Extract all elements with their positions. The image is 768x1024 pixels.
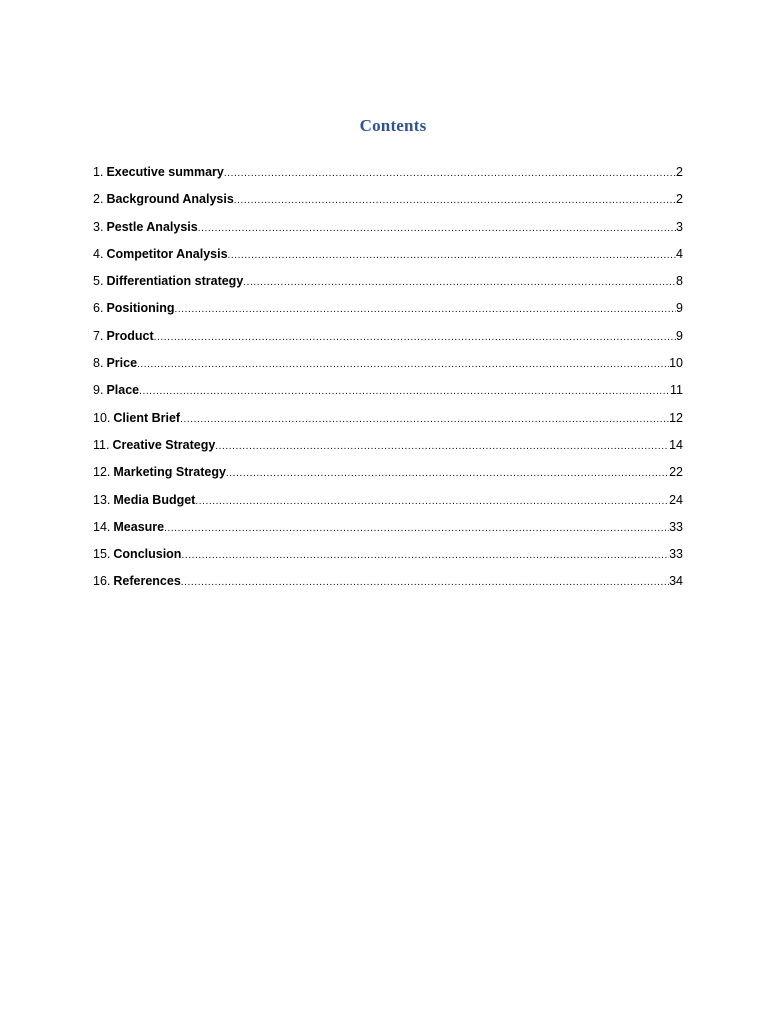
toc-entry-page: 33 xyxy=(669,547,683,562)
toc-entry-page: 14 xyxy=(669,437,683,452)
toc-entry-label: Background Analysis xyxy=(106,192,234,207)
toc-list xyxy=(93,164,683,601)
toc-entry[interactable] xyxy=(93,300,683,327)
toc-dot-leader xyxy=(224,165,676,182)
toc-entry-label: Price xyxy=(106,356,138,371)
toc-entry-number: 7. xyxy=(93,328,104,343)
toc-dot-leader xyxy=(181,547,669,564)
toc-entry-label: Product xyxy=(106,328,154,343)
toc-entry[interactable] xyxy=(93,219,683,246)
toc-entry[interactable] xyxy=(93,191,683,218)
toc-entry-label: Media Budget xyxy=(113,492,196,507)
toc-title: Contents xyxy=(359,116,427,135)
toc-entry-label: Pestle Analysis xyxy=(106,219,198,234)
toc-dot-leader xyxy=(198,220,676,237)
toc-dot-leader xyxy=(215,438,669,455)
toc-entry[interactable] xyxy=(93,573,683,600)
toc-entry[interactable] xyxy=(93,437,683,464)
toc-entry-page: 3 xyxy=(676,219,683,234)
toc-entry[interactable] xyxy=(93,355,683,382)
toc-entry[interactable] xyxy=(93,246,683,273)
toc-dot-leader xyxy=(164,520,669,537)
toc-entry-page: 34 xyxy=(669,574,683,589)
toc-entry-page: 24 xyxy=(669,492,683,507)
toc-entry[interactable] xyxy=(93,492,683,519)
toc-dot-leader xyxy=(228,247,677,264)
toc-dot-leader xyxy=(234,192,676,209)
toc-entry-page: 12 xyxy=(669,410,683,425)
toc-entry[interactable] xyxy=(93,328,683,355)
toc-entry-number: 1. xyxy=(93,165,104,179)
toc-entry-number: 16. xyxy=(93,574,111,589)
toc-entry[interactable] xyxy=(93,382,683,409)
toc-dot-leader xyxy=(181,574,669,591)
toc-entry-number: 13. xyxy=(93,492,111,507)
toc-entry-page: 11 xyxy=(670,383,683,398)
toc-entry-page: 22 xyxy=(669,465,683,480)
toc-entry-number: 11. xyxy=(93,437,110,452)
toc-entry[interactable] xyxy=(93,410,683,437)
toc-dot-leader xyxy=(175,301,677,318)
toc-entry-number: 3. xyxy=(93,219,104,234)
toc-entry-label: Client Brief xyxy=(113,410,181,425)
toc-entry[interactable] xyxy=(93,519,683,546)
toc-entry-label: Marketing Strategy xyxy=(113,465,226,480)
toc-entry-page: 10 xyxy=(669,356,683,371)
toc-entry-number: 10. xyxy=(93,410,111,425)
toc-entry[interactable] xyxy=(93,273,683,300)
toc-entry-number: 14. xyxy=(93,519,111,534)
toc-entry-label: Place xyxy=(106,383,140,398)
toc-entry[interactable] xyxy=(93,464,683,491)
toc-entry-page: 9 xyxy=(676,301,683,316)
toc-entry-label: Executive summary xyxy=(106,165,224,179)
toc-entry-label: Conclusion xyxy=(113,547,182,562)
toc-dot-leader xyxy=(137,356,669,373)
toc-entry-label: Positioning xyxy=(106,301,175,316)
toc-dot-leader xyxy=(226,465,669,482)
toc-entry[interactable] xyxy=(93,164,683,191)
toc-entry-page: 2 xyxy=(676,165,683,179)
toc-dot-leader xyxy=(195,493,669,510)
toc-entry-label: Measure xyxy=(113,519,165,534)
toc-entry-number: 8. xyxy=(93,356,104,371)
toc-entry-number: 2. xyxy=(93,192,104,207)
toc-entry-page: 33 xyxy=(669,519,683,534)
toc-entry-label: Differentiation strategy xyxy=(106,274,244,289)
toc-entry-number: 9. xyxy=(93,383,104,398)
toc-dot-leader xyxy=(139,383,670,400)
toc-entry-page: 4 xyxy=(676,246,683,261)
toc-entry-number: 5. xyxy=(93,274,104,289)
toc-entry[interactable] xyxy=(93,546,683,573)
toc-entry-number: 15. xyxy=(93,547,111,562)
toc-entry-number: 4. xyxy=(93,246,104,261)
toc-entry-number: 6. xyxy=(93,301,104,316)
toc-entry-page: 8 xyxy=(676,274,683,289)
toc-entry-number: 12. xyxy=(93,465,111,480)
toc-dot-leader xyxy=(243,274,676,291)
toc-entry-page: 9 xyxy=(676,328,683,343)
toc-entry-page: 2 xyxy=(676,192,683,207)
toc-dot-leader xyxy=(180,411,669,428)
toc-entry-label: Creative Strategy xyxy=(112,437,216,452)
toc-entry-label: Competitor Analysis xyxy=(106,246,228,261)
toc-dot-leader xyxy=(154,329,676,346)
toc-entry-label: References xyxy=(113,574,181,589)
